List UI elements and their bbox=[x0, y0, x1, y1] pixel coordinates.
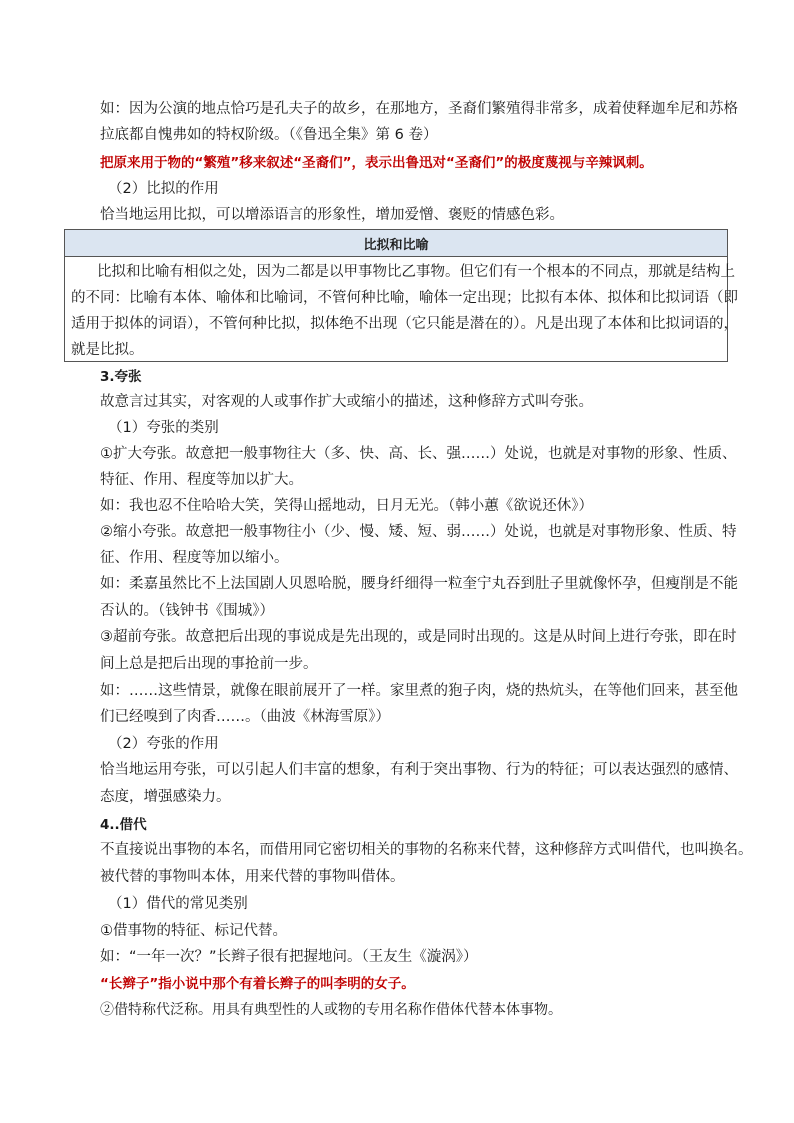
subsection-heading: （1）借代的常见类别 bbox=[108, 896, 248, 912]
paragraph-line: ①借事物的特征、标记代替。 bbox=[100, 923, 287, 939]
paragraph-line: ③超前夸张。故意把后出现的事说成是先出现的，或是同时出现的。这是从时间上进行夸张，即在时 bbox=[100, 629, 737, 645]
paragraph-line: 恰当地运用比拟，可以增添语言的形象性，增加爱憎、褒贬的情感色彩。 bbox=[100, 207, 564, 223]
subsection-heading: （2）比拟的作用 bbox=[108, 181, 219, 197]
box-line: 比拟和比喻有相似之处，因为二都是以甲事物比乙事物。但它们有一个根本的不同点，那就是结构上 bbox=[97, 264, 735, 280]
paragraph-line: 不直接说出事物的本名，而借用同它密切相关的事物的名称来代替，这种修辞方式叫借代，也叫换名。 bbox=[100, 842, 753, 858]
red-note: 把原来用于物的“繁殖”移来叙述“圣裔们”，表示出鲁迅对“圣裔们”的极度蔑视与辛辣讽刺。 bbox=[100, 155, 653, 171]
paragraph-line: 征、作用、程度等加以缩小。 bbox=[100, 550, 289, 566]
paragraph-line: ②缩小夸张。故意把一般事物往小（少、慢、矮、短、弱……）处说，也就是对事物形象、性质、特 bbox=[100, 524, 737, 540]
paragraph-line: 如：……这些情景，就像在眼前展开了一样。家里煮的狍子肉，烧的热炕头，在等他们回来，甚至他 bbox=[100, 683, 738, 699]
box-line: 适用于拟体的词语），不管何种比拟，拟体绝不出现（它只能是潜在的）。凡是出现了本体和比拟词语的， bbox=[71, 316, 738, 332]
paragraph-line: 态度，增强感染力。 bbox=[100, 789, 231, 805]
paragraph-line: 故意言过其实，对客观的人或事作扩大或缩小的描述，这种修辞方式叫夸张。 bbox=[100, 394, 593, 410]
paragraph-line: ②借特称代泛称。用具有典型性的人或物的专用名称作借体代替本体事物。 bbox=[100, 1002, 562, 1018]
paragraph-line: ①扩大夸张。故意把一般事物往大（多、快、高、长、强……）处说，也就是对事物的形象、性质、 bbox=[100, 446, 737, 462]
paragraph-line: 如：柔嘉虽然比不上法国剧人贝恩哈脱，腰身纤细得一粒奎宁丸吞到肚子里就像怀孕，但瘦削是不能 bbox=[100, 576, 738, 592]
subsection-heading: （2）夸张的作用 bbox=[108, 736, 219, 752]
section-title: 4..借代 bbox=[100, 817, 147, 833]
paragraph-line: 间上总是把后出现的事抢前一步。 bbox=[100, 656, 318, 672]
box-line: 就是比拟。 bbox=[71, 342, 144, 358]
paragraph-line: 拉底都自愧弗如的特权阶级。（《鲁迅全集》第 6 卷） bbox=[100, 127, 438, 143]
paragraph-line: 特征、作用、程度等加以扩大。 bbox=[100, 472, 303, 488]
red-note: “长辫子”指小说中那个有着长辫子的叫李明的女子。 bbox=[100, 976, 415, 992]
section-title: 3.夸张 bbox=[100, 369, 142, 385]
comparison-box bbox=[64, 229, 738, 362]
box-line: 的不同：比喻有本体、喻体和比喻词，不管何种比喻，喻体一定出现；比拟有本体、拟体和比拟词语（即 bbox=[71, 290, 738, 306]
paragraph-line: 恰当地运用夸张，可以引起人们丰富的想象，有利于突出事物、行为的特征；可以表达强烈的感情、 bbox=[100, 762, 738, 778]
subsection-heading: （1）夸张的类别 bbox=[108, 420, 219, 436]
paragraph-line: 被代替的事物叫本体，用来代替的事物叫借体。 bbox=[100, 869, 405, 885]
paragraph-line: 如：我也忍不住哈哈大笑，笑得山摇地动，日月无光。（韩小蕙《欲说还休》） bbox=[100, 498, 593, 514]
paragraph-line: 如：因为公演的地点恰巧是孔夫子的故乡，在那地方，圣裔们繁殖得非常多，成着使释迦牟尼和苏格 bbox=[100, 101, 738, 117]
paragraph-line: 们已经嗅到了肉香……。（曲波《林海雪原》） bbox=[100, 709, 390, 725]
paragraph-line: 否认的。（钱钟书《围城》） bbox=[100, 603, 274, 619]
box-title: 比拟和比喻 bbox=[65, 230, 727, 257]
paragraph-line: 如：“一年一次？”长辫子很有把握地问。（王友生《漩涡》） bbox=[100, 949, 478, 965]
